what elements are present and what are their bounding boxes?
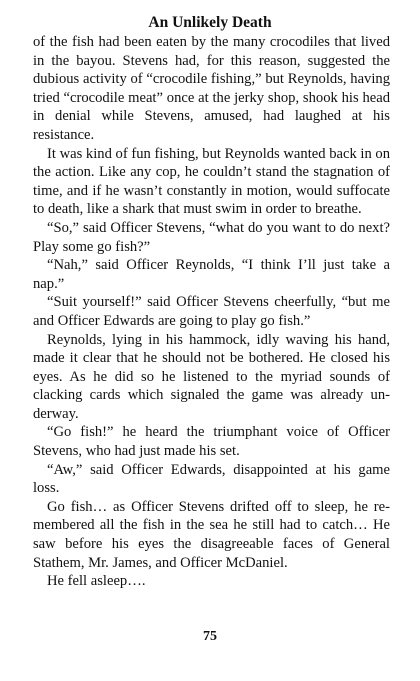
paragraph: “Aw,” said Officer Edwards, disappointed at his game loss. [33, 461, 390, 497]
paragraph: “Nah,” said Officer Reynolds, “I think I’ll just take a nap.” [33, 257, 390, 292]
page-number: 75 [203, 629, 217, 644]
paragraph: Reynolds, lying in his hammock, idly waving his hand, made it clear that he should not be bothered. He closed his eyes. As he did so he listened to the myriad sounds of clacking cards which signaled the game was already underway. [33, 331, 390, 422]
running-header: An Unlikely Death [148, 14, 272, 31]
paragraph: “Suit yourself!” said Officer Stevens cheerfully, “but me and Officer Edwards are going to play go fish.” [33, 294, 390, 329]
paragraph: He fell asleep…. [47, 573, 146, 590]
paragraph: of the fish had been eaten by the many crocodiles that lived in the bayou. Stevens had, for this reason, suggested the dubious activity of “crocodile fishing,” but Reynolds, having tried “crocodile meat” once at the jerky shop, shook his head in denial while Stevens, amused, had laughed at his resistance. [33, 34, 390, 143]
paragraph: Go fish… as Officer Stevens drifted off to sleep, he remembered all the fish in the sea he still had to catch… He saw before his eyes the disagreeable faces of General Stathem, Mr. James, and Officer McDaniel. [33, 498, 390, 571]
page-body [33, 33, 390, 591]
paragraph: “Go fish!” he heard the triumphant voice of Officer Stevens, who had just made his set. [33, 424, 390, 460]
paragraph: It was kind of fun fishing, but Reynolds wanted back in on the action. Like any cop, he couldn’t stand the stagnation of time, and if he wasn’t constantly in motion, would suffocate to death, like a shark that must swim in order to breathe. [33, 145, 390, 218]
paragraph: “So,” said Officer Stevens, “what do you want to do next? Play some go fish?” [33, 219, 390, 255]
